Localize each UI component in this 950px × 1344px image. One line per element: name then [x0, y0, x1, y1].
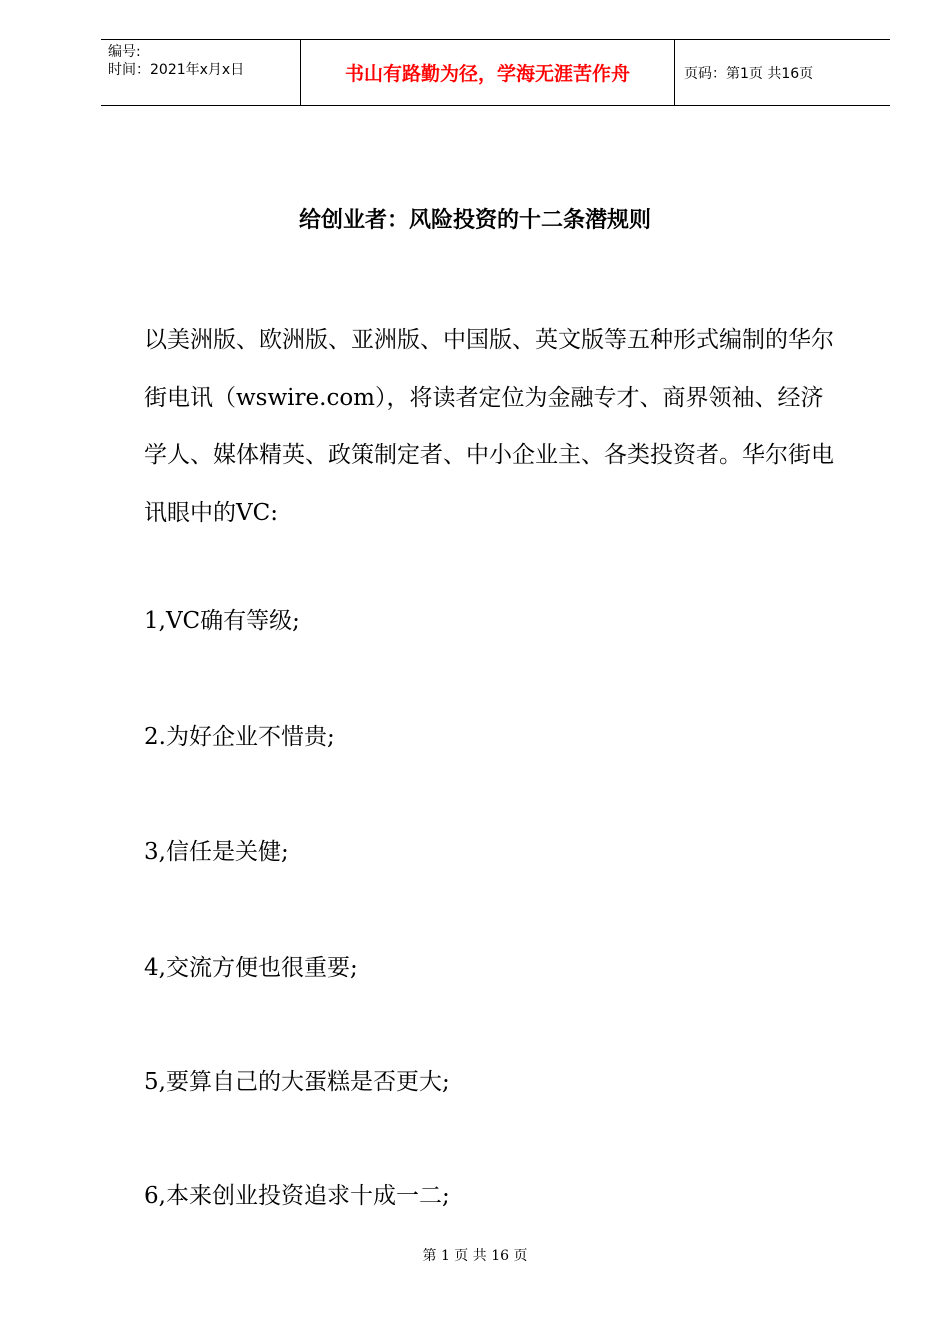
header-page-info: 页码：第1页 共16页	[684, 65, 814, 82]
page-header	[101, 39, 890, 106]
header-time-label: 时间：2021年x月x日	[108, 62, 245, 78]
list-item: 2.为好企业不惜贵;	[144, 724, 335, 750]
list-item: 5,要算自己的大蛋糕是否更大;	[144, 1069, 450, 1095]
header-number-label: 编号:	[108, 44, 141, 60]
list-item: 1,VC确有等级;	[144, 608, 300, 634]
list-item: 6,本来创业投资追求十成一二;	[144, 1183, 450, 1209]
header-meta	[101, 40, 301, 105]
intro-paragraph: 以美洲版、欧洲版、亚洲版、中国版、英文版等五种形式编制的华尔街电讯（wswire.com），将读者定位为金融专才、商界领袖、经济学人、媒体精英、政策制定者、中小企业主、各类投资者。华尔街电讯眼中的VC:	[144, 327, 834, 526]
list-item: 4,交流方便也很重要;	[144, 955, 358, 981]
header-motto: 书山有路勤为径，学海无涯苦作舟	[301, 40, 675, 105]
page-footer: 第 1 页 共 16 页	[422, 1248, 528, 1264]
document-title: 给创业者：风险投资的十二条潜规则	[298, 207, 651, 233]
list-item: 3,信任是关健;	[144, 839, 289, 865]
